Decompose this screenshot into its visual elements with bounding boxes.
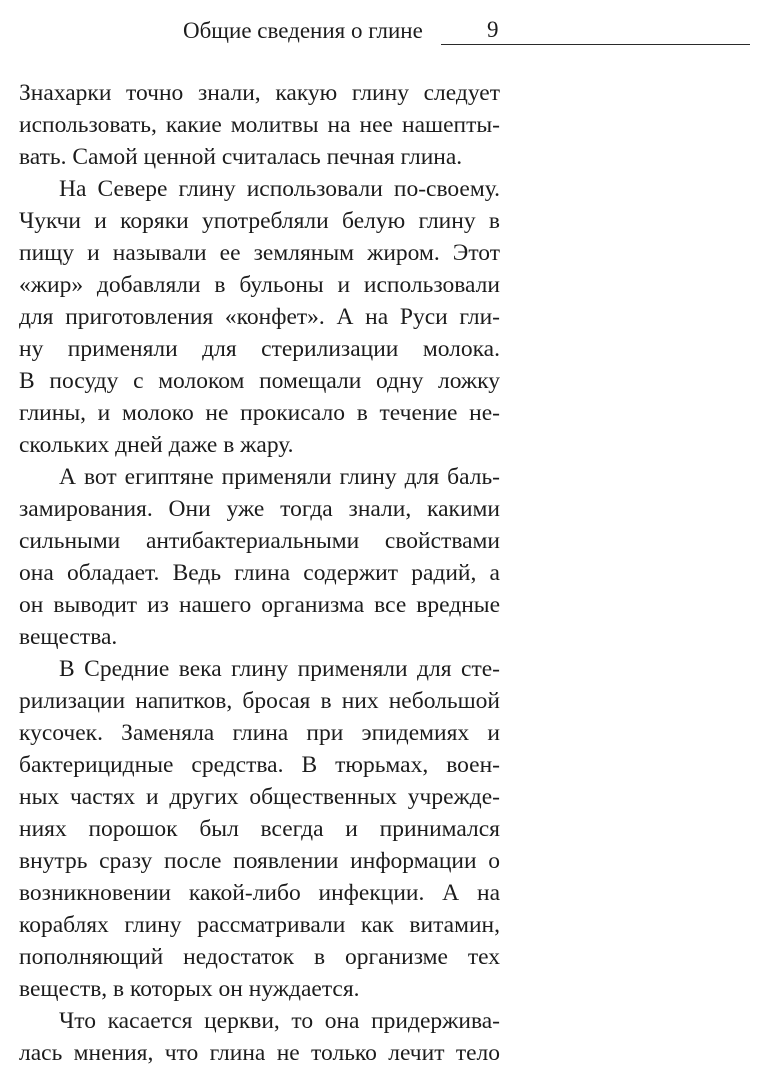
text-line: кусочек. Заменяла глина при эпидемиях и xyxy=(19,720,500,746)
text-line: пополняющий недостаток в организме тех xyxy=(19,944,500,970)
text-line: А вот египтяне применяли глину для баль- xyxy=(59,464,500,490)
text-line: он выводит из нашего организма все вредные xyxy=(19,592,500,618)
text-line: замирования. Они уже тогда знали, какими xyxy=(19,496,500,522)
paragraph-4 xyxy=(19,653,500,1005)
text-line: Чукчи и коряки употребляли белую глину в xyxy=(19,208,500,234)
text-line: для приготовления «конфет». А на Руси гли- xyxy=(19,304,500,330)
text-line: лась мнения, что глина не только лечит тело xyxy=(19,1040,500,1066)
text-line: использовать, какие молитвы на нее нашепты- xyxy=(19,112,500,138)
paragraph-3 xyxy=(19,461,500,653)
paragraph-1 xyxy=(19,77,500,173)
running-header xyxy=(0,10,764,50)
text-line: ну применяли для стерилизации молока. xyxy=(19,336,500,362)
text-line: ных частях и других общественных учрежде- xyxy=(19,784,500,810)
header-rule xyxy=(441,44,750,45)
text-line: На Севере глину использовали по-своему. xyxy=(59,176,500,202)
text-line: «жир» добавляли в бульоны и использовали xyxy=(19,272,500,298)
page-number: 9 xyxy=(487,17,499,42)
text-line: Знахарки точно знали, какую глину следует xyxy=(19,80,500,106)
text-line: сильными антибактериальными свойствами xyxy=(19,528,500,554)
text-line: внутрь сразу после появлении информации о xyxy=(19,848,500,874)
text-line: кораблях глину рассматривали как витамин, xyxy=(19,912,500,938)
text-line: веществ, в которых он нуждается. xyxy=(19,976,360,1002)
paragraph-2 xyxy=(19,173,500,461)
body-text xyxy=(19,77,500,1069)
text-line: вать. Самой ценной считалась печная глина. xyxy=(19,144,463,170)
text-line: возникновении какой-либо инфекции. А на xyxy=(19,880,500,906)
text-line: она обладает. Ведь глина содержит радий, а xyxy=(19,560,500,586)
paragraph-5 xyxy=(19,1005,500,1069)
text-line: глины, и молоко не прокисало в течение не- xyxy=(19,400,500,426)
text-line: В Средние века глину применяли для сте- xyxy=(59,656,500,682)
text-line: пищу и называли ее земляным жиром. Этот xyxy=(19,240,500,266)
text-line: скольких дней даже в жару. xyxy=(19,432,294,458)
text-line: В посуду с молоком помещали одну ложку xyxy=(19,368,500,394)
text-line: вещества. xyxy=(19,624,118,650)
text-line: ниях порошок был всегда и принимался xyxy=(19,816,500,842)
running-title: Общие сведения о глине xyxy=(183,18,423,43)
text-line: рилизации напитков, бросая в них небольшой xyxy=(19,688,500,714)
text-line: бактерицидные средства. В тюрьмах, воен- xyxy=(19,752,500,778)
text-line: Что касается церкви, то она придержива- xyxy=(59,1008,500,1034)
